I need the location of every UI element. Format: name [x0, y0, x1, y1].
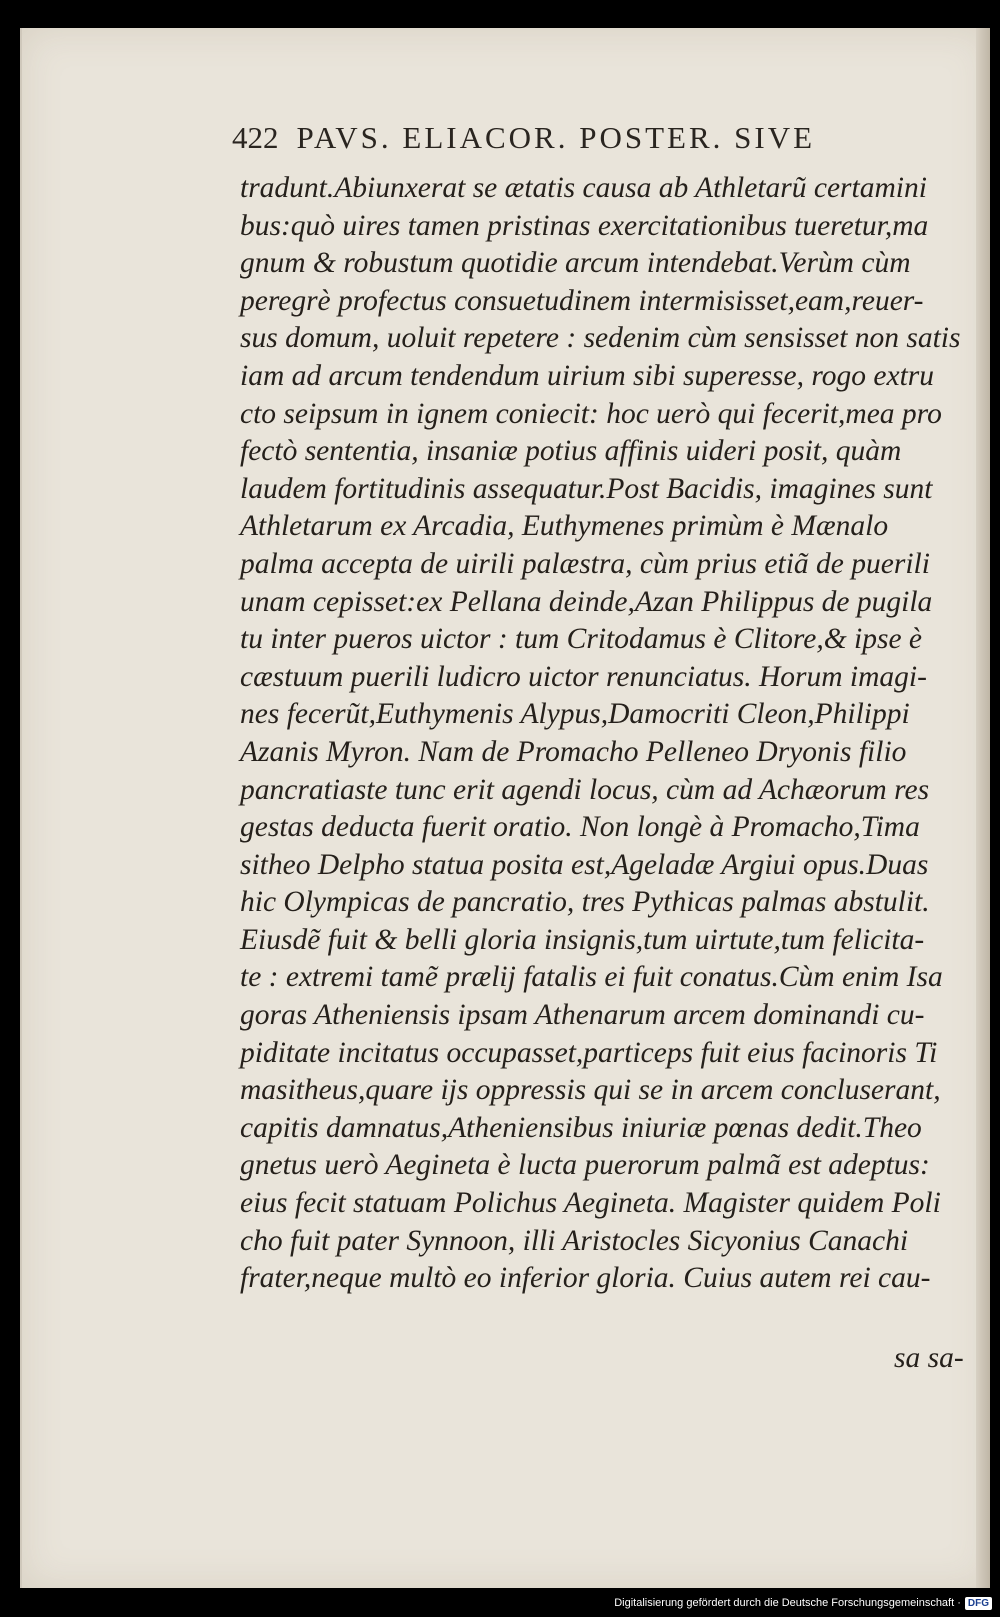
running-header: [232, 120, 932, 156]
text-line: hic Olympicas de pancratio, tres Pythicas palmas abstulit.: [240, 886, 930, 919]
running-title: PAVS. ELIACOR. POSTER. SIVE: [296, 120, 816, 155]
text-line: tu inter pueros uictor : tum Critodamus è Clitore,& ipse è: [240, 623, 923, 656]
text-line: cæstuum puerili ludicro uictor renunciatus. Horum imagi-: [240, 660, 927, 693]
page-number: 422: [232, 120, 279, 155]
text-line: peregrè profectus consuetudinem intermisisset,eam,reuer-: [240, 284, 924, 317]
text-line: capitis damnatus,Atheniensibus iniuriæ pœnas dedit.Theo: [240, 1111, 922, 1144]
text-line: sus domum, uoluit repetere : sedenim cùm sensisset non satis: [240, 322, 961, 355]
text-line: laudem fortitudinis assequatur.Post Bacidis, imagines sunt: [240, 472, 933, 505]
catchword: sa sa-: [894, 1342, 964, 1374]
text-line: Athletarum ex Arcadia, Euthymenes primùm è Mænalo: [240, 510, 889, 543]
text-line: palma accepta de uirili palæstra, cùm prius etiã de puerili: [240, 547, 930, 580]
text-line: masitheus,quare ijs oppressis qui se in arcem concluserant,: [240, 1074, 941, 1107]
text-line: Azanis Myron. Nam de Promacho Pelleneo Dryonis filio: [240, 735, 907, 768]
text-line: tradunt.Abiunxerat se ætatis causa ab Athletarũ certamini: [240, 172, 927, 204]
funding-credit: Digitalisierung gefördert durch die Deutsche Forschungsgemeinschaft ·: [614, 1597, 961, 1609]
text-line: iam ad arcum tendendum uirium sibi superesse, rogo extru: [240, 359, 934, 392]
text-line: fectò sententia, insaniæ potius affinis uideri posit, quàm: [240, 435, 902, 468]
text-line: eius fecit statuam Polichus Aegineta. Magister quidem Poli: [240, 1187, 941, 1220]
page-edge: [976, 28, 990, 1588]
text-line: unam cepisset:ex Pellana deinde,Azan Philippus de pugila: [240, 585, 933, 618]
text-line: cho fuit pater Synnoon, illi Aristocles Sicyonius Canachi: [240, 1224, 909, 1257]
dfg-logo: DFG: [965, 1597, 992, 1610]
text-line: goras Atheniensis ipsam Athenarum arcem dominandi cu-: [240, 999, 925, 1032]
text-line: te : extremi tamẽ prælij fatalis ei fuit conatus.Cùm enim Isa: [240, 961, 943, 994]
digitization-footer: [0, 1589, 1000, 1617]
text-line: gestas deducta fuerit oratio. Non longè à Promacho,Tima: [240, 811, 920, 844]
text-line: gnetus uerò Aegineta è lucta puerorum palmã est adeptus:: [240, 1149, 930, 1182]
text-line: nes fecerũt,Euthymenis Alypus,Damocriti Cleon,Philippi: [240, 698, 910, 731]
body-text: [240, 170, 961, 1298]
text-line: gnum & robustum quotidie arcum intendebat.Verùm cùm: [240, 247, 911, 280]
text-line: piditate incitatus occupasset,particeps fuit eius facinoris Ti: [240, 1036, 938, 1069]
text-line: bus:quò uires tamen pristinas exercitationibus tueretur,ma: [240, 209, 929, 242]
text-line: Eiusdẽ fuit & belli gloria insignis,tum uirtute,tum felicita-: [240, 923, 925, 956]
text-line: frater,neque multò eo inferior gloria. Cuius autem rei cau-: [240, 1262, 931, 1295]
text-line: sitheo Delpho statua posita est,Ageladæ Argiui opus.Duas: [240, 848, 929, 881]
text-line: cto seipsum in ignem coniecit: hoc uerò qui fecerit,mea pro: [240, 397, 942, 430]
text-line: pancratiaste tunc erit agendi locus, cùm ad Achæorum res: [240, 773, 930, 806]
